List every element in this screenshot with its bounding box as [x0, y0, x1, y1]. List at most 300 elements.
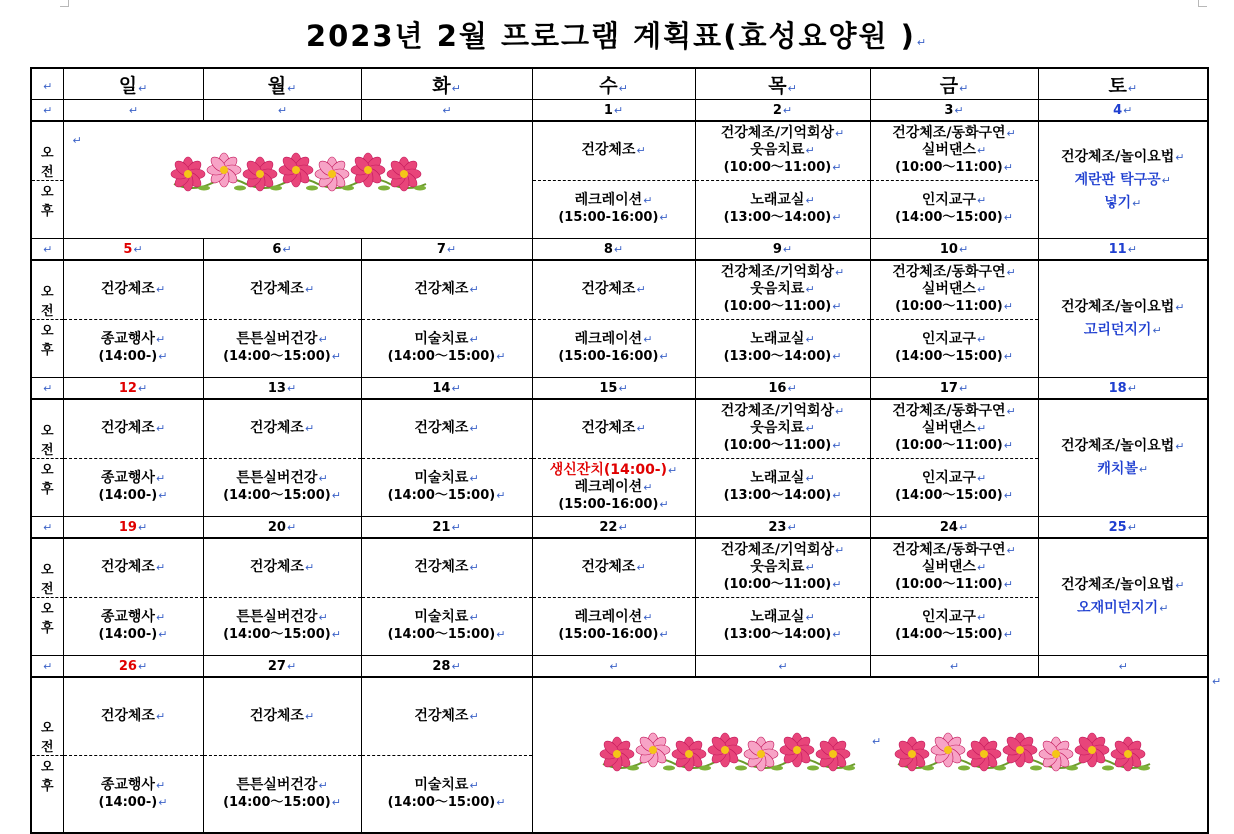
afternoon-char: 오	[40, 601, 54, 617]
health-program-text: 튼튼실버건강	[236, 609, 318, 626]
time	[388, 626, 506, 643]
cognitive-tools	[922, 331, 986, 348]
recreation-text: 레크레이션	[574, 192, 643, 209]
date-number	[203, 239, 361, 261]
morning-activity	[64, 539, 203, 598]
date-text: 18	[1108, 380, 1127, 396]
singing-class-text: 노래교실	[750, 470, 805, 487]
exercise	[101, 708, 165, 725]
activity-row	[31, 399, 1208, 517]
program-schedule-table	[30, 67, 1209, 834]
date-number	[870, 239, 1038, 261]
sunday-cell	[63, 260, 203, 378]
afternoon-activity	[533, 598, 695, 656]
health-program-text: 튼튼실버건강	[236, 331, 318, 348]
paragraph-mark: ↵	[976, 422, 987, 436]
storytelling-program	[892, 403, 1016, 420]
art-therapy-text: 미술치료	[414, 776, 469, 793]
thursday-cell-inner	[696, 122, 870, 238]
date-number	[532, 517, 695, 539]
date-number	[532, 656, 695, 678]
exercise	[581, 142, 645, 159]
saturday-cell	[1038, 121, 1208, 239]
paragraph-mark: ↵	[659, 211, 669, 225]
afternoon-activity	[362, 756, 532, 833]
monday-cell-inner	[204, 539, 361, 655]
flower-icon	[243, 157, 277, 191]
exercise-text: 건강체조	[249, 281, 304, 298]
thursday-cell-inner	[696, 400, 870, 516]
religion-event	[101, 470, 165, 487]
date-row-corner	[31, 517, 63, 539]
laughter-therapy	[750, 142, 814, 159]
date-text: 15	[599, 380, 618, 396]
exercise	[250, 708, 314, 725]
time-text: (14:00～15:00)	[895, 627, 1003, 643]
date-text: 26	[118, 658, 137, 674]
date-number	[1038, 378, 1208, 400]
laughter-therapy-text: 웃음치료	[750, 420, 805, 437]
tuesday-cell-inner	[362, 539, 532, 655]
cognitive-tools	[922, 470, 986, 487]
cognitive-tools-text: 인지교구	[921, 331, 976, 348]
date-number	[870, 517, 1038, 539]
friday-cell	[870, 399, 1038, 517]
flower-garland-icon	[888, 724, 1180, 784]
saturday-cell	[1038, 538, 1208, 656]
morning-activity	[204, 400, 361, 459]
flower-garland-icon	[593, 724, 885, 784]
paragraph-mark: ↵	[954, 103, 964, 117]
date-number	[695, 378, 870, 400]
paragraph-mark: ↵	[958, 520, 969, 534]
time	[895, 626, 1013, 643]
paragraph-mark: ↵	[805, 194, 815, 208]
date-text: 10	[939, 241, 958, 257]
afternoon-activity	[533, 459, 695, 517]
afternoon-label	[32, 181, 63, 219]
paragraph-mark: ↵	[832, 211, 842, 225]
afternoon-activity	[204, 598, 361, 656]
date-number	[1038, 517, 1208, 539]
memory-program-text: 건강체조/기억회상	[720, 125, 835, 142]
date-text: 5	[123, 241, 133, 257]
morning-activity	[64, 261, 203, 320]
birthday-party-text: 생신잔치(14:00-)	[549, 461, 668, 478]
time-text: (10:00～11:00)	[895, 438, 1003, 454]
paragraph-mark: ↵	[976, 283, 987, 297]
health-program	[236, 609, 327, 626]
singing-class	[750, 331, 814, 348]
paragraph-mark: ↵	[304, 283, 315, 297]
morning-activity	[64, 678, 203, 756]
paragraph-mark: ↵	[958, 242, 969, 256]
paragraph-mark: ↵	[1003, 350, 1013, 364]
cognitive-tools-text: 인지교구	[921, 609, 976, 626]
date-text: 1	[603, 102, 613, 118]
afternoon-activity	[533, 181, 695, 239]
sunday-cell-inner	[64, 400, 203, 516]
paragraph-mark: ↵	[1003, 628, 1013, 642]
cognitive-tools-text: 인지교구	[921, 192, 976, 209]
flower-icon	[636, 733, 670, 767]
friday-cell-inner	[871, 539, 1038, 655]
recreation	[575, 331, 653, 348]
paragraph-mark: ↵	[286, 659, 297, 673]
afternoon-char: 오	[40, 462, 54, 478]
time	[388, 348, 506, 365]
monday-cell	[203, 260, 361, 378]
recreation	[575, 479, 653, 496]
monday-cell	[203, 538, 361, 656]
weekday-header	[532, 68, 695, 100]
paragraph-mark: ↵	[158, 795, 168, 809]
afternoon-char: 오	[40, 323, 54, 339]
activity-row	[31, 121, 1208, 239]
flower-icon	[171, 157, 205, 191]
paragraph-mark: ↵	[832, 578, 842, 592]
date-number	[361, 378, 532, 400]
time	[388, 487, 506, 504]
exercise	[101, 420, 165, 437]
morning-activity	[64, 400, 203, 459]
morning-activity	[871, 539, 1038, 598]
paragraph-mark: ↵	[835, 405, 845, 419]
paragraph-mark: ↵	[318, 778, 328, 792]
paragraph-mark: ↵	[331, 489, 341, 503]
time-of-day-stack	[32, 420, 63, 497]
date-row-corner	[31, 656, 63, 678]
time-text: (14:00～15:00)	[223, 488, 331, 504]
paragraph-mark: ↵	[659, 628, 669, 642]
thursday-cell	[695, 399, 870, 517]
paragraph-mark: ↵	[976, 561, 987, 575]
date-number	[63, 378, 203, 400]
saturday-game-text: 캐치볼	[1097, 461, 1138, 477]
exercise-text: 건강체조	[249, 707, 304, 724]
morning-char: 전	[40, 442, 54, 458]
date-number	[532, 378, 695, 400]
saturday-cell	[1038, 399, 1208, 517]
date-row-corner	[31, 100, 63, 122]
time	[223, 794, 341, 811]
paragraph-mark: ↵	[137, 659, 148, 673]
time-text: (14:00～15:00)	[387, 349, 496, 365]
memory-program-text: 건강체조/기억회상	[720, 403, 835, 420]
morning-activity	[533, 400, 695, 459]
saturday-activity	[1039, 400, 1208, 516]
date-number	[63, 100, 203, 122]
time	[895, 209, 1013, 226]
afternoon-activity	[204, 756, 361, 833]
tuesday-cell-inner	[362, 261, 532, 377]
tuesday-cell	[361, 538, 532, 656]
monday-cell	[203, 677, 361, 833]
paragraph-mark: ↵	[643, 480, 653, 494]
paragraph-mark: ↵	[286, 381, 297, 395]
flower-decoration-cell	[63, 121, 532, 239]
date-number	[695, 100, 870, 122]
health-program-text: 튼튼실버건강	[236, 470, 318, 487]
time-text: (14:00～15:00)	[223, 627, 331, 643]
afternoon-label	[32, 756, 63, 794]
recreation	[575, 192, 653, 209]
saturday-activity	[1039, 261, 1208, 377]
date-text: 22	[599, 519, 618, 535]
flower-icon	[600, 737, 634, 771]
friday-cell-inner	[871, 261, 1038, 377]
flower-icon	[315, 157, 349, 191]
paragraph-mark: ↵	[43, 103, 53, 117]
paragraph-mark: ↵	[128, 103, 139, 117]
flower-icon	[672, 737, 706, 771]
time	[223, 626, 341, 643]
date-text: 21	[432, 519, 451, 535]
exercise	[414, 281, 478, 298]
flower-garland-icon	[164, 144, 456, 204]
thursday-cell	[695, 121, 870, 239]
paragraph-mark: ↵	[331, 795, 341, 809]
paragraph-mark: ↵	[1003, 161, 1013, 175]
morning-activity	[362, 678, 532, 756]
date-text: 4	[1113, 102, 1123, 118]
time	[558, 209, 668, 226]
paragraph-mark: ↵	[318, 611, 328, 625]
date-number	[870, 378, 1038, 400]
paragraph-mark: ↵	[1003, 300, 1013, 314]
laughter-therapy	[750, 281, 814, 298]
paragraph-mark: ↵	[318, 333, 328, 347]
wednesday-cell	[532, 260, 695, 378]
time	[724, 626, 842, 643]
singing-class	[750, 192, 814, 209]
time	[895, 159, 1013, 176]
paragraph-mark: ↵	[832, 439, 842, 453]
crop-mark-top-left	[60, 0, 69, 7]
flower-icon	[387, 157, 421, 191]
afternoon-char: 후	[40, 620, 54, 636]
time	[223, 348, 341, 365]
paragraph-mark: ↵	[805, 333, 815, 347]
paragraph-mark: ↵	[976, 611, 987, 625]
paragraph-mark: ↵	[618, 81, 628, 95]
afternoon-activity	[204, 459, 361, 517]
afternoon-activity	[64, 756, 203, 833]
paragraph-mark: ↵	[286, 520, 297, 534]
morning-activity	[362, 539, 532, 598]
saturday-activity	[1039, 122, 1208, 238]
paragraph-mark: ↵	[318, 472, 328, 486]
time-text: (10:00～11:00)	[895, 577, 1003, 593]
weekday-name: 화	[432, 74, 451, 97]
singing-class	[750, 470, 814, 487]
paragraph-mark: ↵	[469, 561, 479, 575]
paragraph-mark: ↵	[976, 144, 987, 158]
time-of-day-label	[31, 677, 63, 833]
time	[99, 348, 168, 365]
paragraph-mark: ↵	[282, 242, 292, 256]
time-text: (13:00～14:00)	[723, 488, 832, 504]
time	[724, 159, 842, 176]
paragraph-mark: ↵	[835, 127, 845, 141]
recreation-text: 레크레이션	[574, 331, 643, 348]
date-number	[203, 656, 361, 678]
paragraph-mark: ↵	[469, 778, 479, 792]
date-number	[695, 656, 870, 678]
morning-label	[32, 420, 63, 459]
morning-activity	[871, 400, 1038, 459]
art-therapy-text: 미술치료	[414, 609, 469, 626]
paragraph-mark: ↵	[1175, 150, 1185, 164]
paragraph-mark: ↵	[805, 472, 815, 486]
date-number	[203, 517, 361, 539]
paragraph-mark: ↵	[976, 472, 987, 486]
time-text: (10:00～11:00)	[723, 299, 832, 315]
date-number	[532, 100, 695, 122]
saturday-game	[1075, 169, 1171, 192]
paragraph-mark: ↵	[43, 520, 53, 534]
time	[388, 794, 506, 811]
saturday-game	[1084, 319, 1162, 342]
paragraph-mark: ↵	[1159, 602, 1169, 615]
exercise-text: 건강체조	[100, 707, 155, 724]
exercise-text: 건강체조	[100, 420, 155, 437]
afternoon-activity	[871, 181, 1038, 239]
exercise-text: 건강체조	[414, 559, 469, 576]
exercise-text: 건강체조	[414, 420, 469, 437]
afternoon-label	[32, 598, 63, 636]
time-text: (14:00-)	[98, 488, 158, 504]
time	[558, 496, 668, 513]
paragraph-mark: ↵	[43, 381, 53, 395]
paragraph-mark: ↵	[609, 659, 619, 673]
morning-activity	[871, 261, 1038, 320]
date-number	[532, 239, 695, 261]
recreation-text: 레크레이션	[574, 609, 643, 626]
saturday-cell	[1038, 260, 1208, 378]
storytelling-program	[892, 264, 1016, 281]
paragraph-mark: ↵	[832, 300, 842, 314]
header-corner	[31, 68, 63, 100]
play-therapy-text: 건강체조/놀이요법	[1060, 577, 1175, 593]
paragraph-mark: ↵	[155, 611, 166, 625]
exercise-text: 건강체조	[581, 142, 636, 159]
paragraph-mark: ↵	[805, 422, 815, 436]
date-text: 6	[272, 241, 282, 257]
paragraph-mark: ↵	[43, 242, 53, 256]
morning-char: 오	[40, 284, 54, 300]
sunday-cell-inner	[64, 261, 203, 377]
paragraph-mark: ↵	[155, 422, 166, 436]
tuesday-cell	[361, 677, 532, 833]
flower-icon	[708, 733, 742, 767]
date-text: 28	[432, 658, 451, 674]
morning-activity	[696, 400, 870, 459]
paragraph-mark: ↵	[158, 628, 168, 642]
paragraph-mark: ↵	[1127, 381, 1137, 395]
saturday-game-text: 고리던지기	[1083, 322, 1152, 338]
time-text: (13:00～14:00)	[723, 349, 832, 365]
wednesday-cell	[532, 538, 695, 656]
flower-decoration-cell	[532, 677, 1208, 833]
morning-char: 전	[40, 303, 54, 319]
religion-event	[101, 609, 165, 626]
paragraph-mark: ↵	[636, 144, 646, 158]
wednesday-cell-inner	[533, 539, 695, 655]
morning-char: 오	[40, 423, 54, 439]
paragraph-mark: ↵	[805, 144, 815, 158]
play-therapy-text: 건강체조/놀이요법	[1060, 438, 1175, 454]
silver-dance-text: 실버댄스	[921, 142, 976, 159]
paragraph-mark: ↵	[959, 81, 969, 95]
time	[724, 348, 842, 365]
flower-icon	[895, 737, 929, 771]
storytelling-program	[892, 542, 1016, 559]
time-of-day-label	[31, 121, 63, 239]
morning-label	[32, 281, 63, 320]
silver-dance-text: 실버댄스	[921, 559, 976, 576]
silver-dance	[922, 420, 986, 437]
time	[724, 209, 842, 226]
singing-class-text: 노래교실	[750, 609, 805, 626]
sunday-cell	[63, 677, 203, 833]
paragraph-mark: ↵	[832, 350, 842, 364]
paragraph-mark: ↵	[155, 283, 166, 297]
weekday-name: 목	[768, 74, 787, 97]
singing-class-text: 노래교실	[750, 331, 805, 348]
paragraph-mark: ↵	[1006, 266, 1016, 280]
paragraph-mark: ↵	[659, 350, 669, 364]
thursday-cell	[695, 260, 870, 378]
paragraph-mark: ↵	[1161, 173, 1171, 187]
paragraph-mark: ↵	[1132, 196, 1142, 210]
afternoon-activity	[696, 459, 870, 517]
morning-label	[32, 717, 63, 756]
time-text: (13:00～14:00)	[723, 627, 832, 643]
play-therapy-text: 건강체조/놀이요법	[1060, 299, 1175, 315]
paragraph-mark: ↵	[1006, 544, 1016, 558]
date-number	[361, 517, 532, 539]
date-text: 20	[267, 519, 286, 535]
religion-event-text: 종교행사	[100, 776, 155, 793]
paragraph-mark: ↵	[613, 103, 624, 117]
paragraph-mark: ↵	[668, 463, 678, 477]
cognitive-tools	[922, 609, 986, 626]
time	[558, 348, 668, 365]
afternoon-char: 후	[40, 481, 54, 497]
cognitive-tools	[922, 192, 986, 209]
paragraph-mark: ↵	[832, 489, 842, 503]
flower-icon	[1003, 733, 1037, 767]
paragraph-mark: ↵	[496, 489, 506, 503]
date-text: 2	[772, 102, 782, 118]
time	[558, 626, 668, 643]
paragraph-mark: ↵	[496, 350, 506, 364]
paragraph-mark: ↵	[787, 520, 797, 534]
wednesday-cell-inner	[533, 400, 695, 516]
memory-program	[721, 125, 845, 142]
paragraph-mark: ↵	[805, 561, 815, 575]
afternoon-char: 오	[40, 184, 54, 200]
date-text: 3	[944, 102, 954, 118]
afternoon-activity	[64, 320, 203, 378]
time-text: (14:00～15:00)	[387, 488, 496, 504]
paragraph-mark: ↵	[451, 520, 461, 534]
activity-row	[31, 677, 1208, 833]
time-text: (14:00～15:00)	[223, 794, 331, 810]
time-text: (14:00～15:00)	[895, 349, 1003, 365]
paragraph-mark: ↵	[958, 381, 969, 395]
